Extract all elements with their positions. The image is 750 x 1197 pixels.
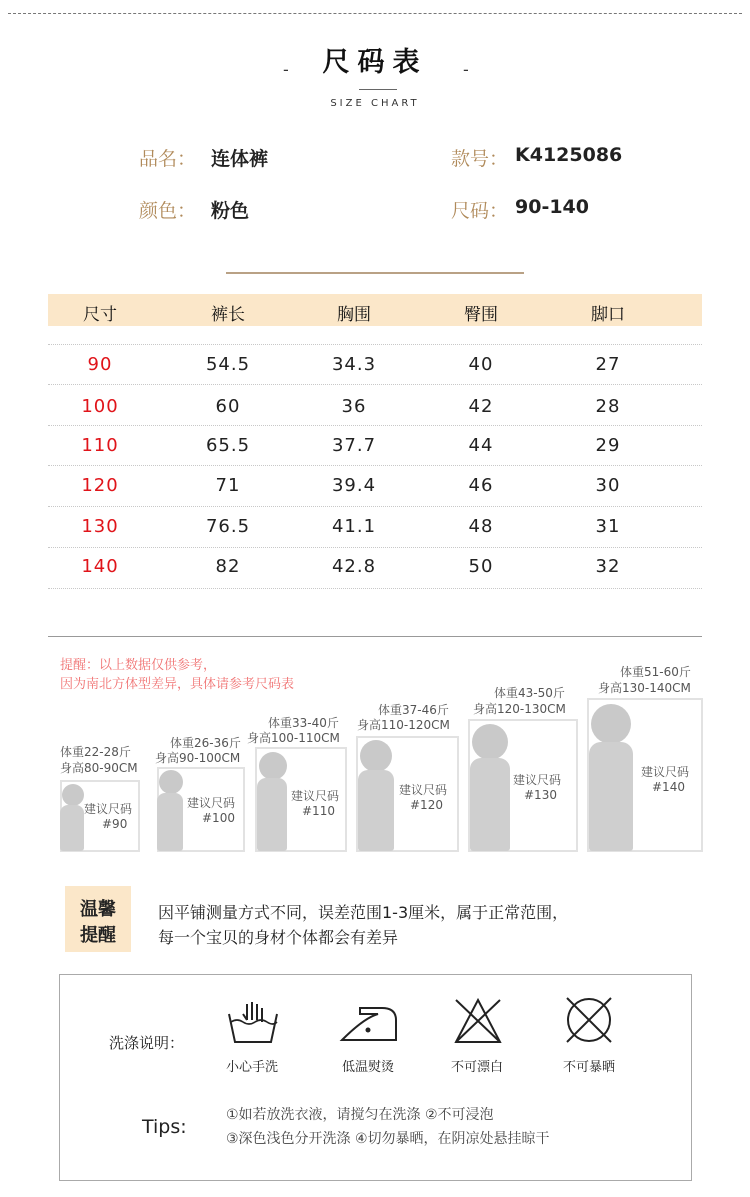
figure-size: #130 bbox=[524, 788, 557, 802]
no-bleach-caption: 不可漂白 bbox=[450, 1060, 503, 1075]
title-right-dash: - bbox=[463, 60, 469, 79]
top-dashed-divider bbox=[8, 13, 742, 14]
low-iron-icon bbox=[338, 1000, 400, 1046]
child-silhouette-body bbox=[470, 758, 510, 851]
cell-size: 130 bbox=[81, 516, 119, 537]
cell-chest: 39.4 bbox=[331, 475, 377, 496]
figure-rec: 建议尺码 bbox=[399, 783, 448, 797]
cell-chest: 42.8 bbox=[331, 556, 377, 577]
child-silhouette-icon bbox=[591, 704, 631, 744]
figure-height: 身高130-140CM bbox=[598, 681, 691, 695]
figure-height: 身高100-110CM bbox=[247, 731, 340, 745]
figure-height: 身高90-100CM bbox=[155, 751, 241, 765]
cell-hip: 42 bbox=[468, 396, 494, 417]
cell-chest: 41.1 bbox=[331, 516, 377, 537]
reminder-line-2: 因为南北方体型差异，具体请参考尺码表 bbox=[60, 677, 295, 692]
reminder-line-1: 提醒：以上数据仅供参考， bbox=[60, 658, 217, 673]
figure-rec: 建议尺码 bbox=[84, 802, 133, 816]
row-divider bbox=[48, 425, 702, 426]
figure-rec: 建议尺码 bbox=[641, 765, 690, 779]
cell-hip: 50 bbox=[468, 556, 494, 577]
hand-wash-icon bbox=[225, 1000, 281, 1046]
child-silhouette-body bbox=[60, 805, 84, 851]
cell-size: 100 bbox=[81, 396, 119, 417]
child-silhouette-icon bbox=[360, 740, 392, 772]
cell-size: 90 bbox=[87, 354, 113, 375]
cell-size: 120 bbox=[81, 475, 119, 496]
code-label: 款号： bbox=[451, 148, 509, 170]
figure-size: #110 bbox=[302, 804, 335, 818]
cell-chest: 37.7 bbox=[331, 435, 377, 456]
no-tumble-dry-caption: 不可暴晒 bbox=[562, 1060, 615, 1075]
child-silhouette-body bbox=[589, 742, 633, 851]
child-silhouette-body bbox=[358, 770, 394, 851]
header-chest: 胸围 bbox=[337, 305, 371, 325]
cell-leg-opening: 29 bbox=[595, 435, 621, 456]
header-hip: 臀围 bbox=[464, 305, 498, 325]
tips-line-2: ③深色浅色分开洗涤 ④切勿暴晒，在阴凉处悬挂晾干 bbox=[226, 1131, 550, 1147]
cell-length: 65.5 bbox=[205, 435, 251, 456]
header-leg-opening: 脚口 bbox=[591, 305, 625, 325]
color-label: 颜色： bbox=[139, 200, 197, 222]
child-silhouette-icon bbox=[472, 724, 508, 760]
figure-weight: 体重37-46斤 bbox=[378, 703, 449, 717]
cell-length: 82 bbox=[215, 556, 241, 577]
tips-line-1: ①如若放洗衣液，请搅匀在洗涤 ②不可浸泡 bbox=[226, 1107, 494, 1123]
figure-weight: 体重26-36斤 bbox=[170, 736, 241, 750]
cell-leg-opening: 32 bbox=[595, 556, 621, 577]
figure-rec: 建议尺码 bbox=[513, 773, 562, 787]
gold-divider bbox=[226, 272, 524, 274]
cell-chest: 34.3 bbox=[331, 354, 377, 375]
warm-tip-badge bbox=[65, 886, 131, 952]
size-range-value: 90-140 bbox=[515, 196, 589, 218]
cell-hip: 40 bbox=[468, 354, 494, 375]
cell-hip: 46 bbox=[468, 475, 494, 496]
name-label: 品名： bbox=[139, 148, 197, 170]
low-iron-caption: 低温熨烫 bbox=[341, 1060, 394, 1075]
child-silhouette-body bbox=[257, 778, 287, 851]
badge-line-2: 提醒 bbox=[80, 925, 116, 946]
row-divider bbox=[48, 465, 702, 466]
cell-length: 60 bbox=[215, 396, 241, 417]
cell-leg-opening: 31 bbox=[595, 516, 621, 537]
child-silhouette-icon bbox=[259, 752, 287, 780]
figure-height: 身高120-130CM bbox=[473, 702, 566, 716]
cell-size: 140 bbox=[81, 556, 119, 577]
care-label: 洗涤说明： bbox=[109, 1034, 185, 1052]
row-divider bbox=[48, 506, 702, 507]
title-left-dash: - bbox=[283, 60, 289, 79]
header-length: 裤长 bbox=[211, 305, 245, 325]
warm-tip-text-2: 每一个宝贝的身材个体都会有差异 bbox=[158, 928, 399, 947]
title-wrap bbox=[0, 40, 750, 79]
figure-size: #90 bbox=[102, 817, 128, 831]
section-divider bbox=[48, 636, 702, 637]
row-divider bbox=[48, 344, 702, 345]
figure-height: 身高110-120CM bbox=[357, 718, 450, 732]
tips-label: Tips: bbox=[142, 1116, 187, 1138]
cell-size: 110 bbox=[81, 435, 119, 456]
page-subtitle: SIZE CHART bbox=[330, 98, 420, 109]
name-value: 连体裤 bbox=[211, 148, 269, 170]
child-silhouette-icon bbox=[159, 770, 183, 794]
figure-rec: 建议尺码 bbox=[291, 789, 340, 803]
code-value: K4125086 bbox=[515, 144, 623, 166]
figure-rec: 建议尺码 bbox=[187, 796, 236, 810]
figure-weight: 体重51-60斤 bbox=[620, 665, 691, 679]
size-table-header bbox=[48, 294, 702, 326]
warm-tip-text-1: 因平铺测量方式不同，误差范围1-3厘米，属于正常范围， bbox=[158, 903, 569, 922]
figure-weight: 体重43-50斤 bbox=[494, 686, 565, 700]
color-value: 粉色 bbox=[211, 200, 250, 222]
child-silhouette-body bbox=[157, 793, 183, 851]
row-divider bbox=[48, 384, 702, 385]
cell-leg-opening: 30 bbox=[595, 475, 621, 496]
figure-weight: 体重33-40斤 bbox=[268, 716, 339, 730]
row-divider bbox=[48, 547, 702, 548]
no-bleach-icon bbox=[452, 996, 504, 1046]
figure-size: #120 bbox=[410, 798, 443, 812]
cell-chest: 36 bbox=[341, 396, 367, 417]
figure-size: #100 bbox=[202, 811, 235, 825]
cell-leg-opening: 28 bbox=[595, 396, 621, 417]
figure-weight: 体重22-28斤 bbox=[60, 745, 131, 759]
header-size: 尺寸 bbox=[83, 305, 117, 325]
cell-hip: 44 bbox=[468, 435, 494, 456]
cell-length: 76.5 bbox=[205, 516, 251, 537]
figure-height: 身高80-90CM bbox=[60, 761, 138, 775]
title-underline bbox=[359, 89, 397, 90]
badge-line-1: 温馨 bbox=[80, 899, 116, 920]
no-tumble-dry-icon bbox=[563, 994, 615, 1046]
cell-length: 71 bbox=[215, 475, 241, 496]
child-silhouette-icon bbox=[62, 784, 84, 806]
cell-leg-opening: 27 bbox=[595, 354, 621, 375]
cell-hip: 48 bbox=[468, 516, 494, 537]
row-divider bbox=[48, 588, 702, 589]
page-title: 尺码表 bbox=[322, 47, 428, 78]
size-range-label: 尺码： bbox=[451, 200, 509, 222]
cell-length: 54.5 bbox=[205, 354, 251, 375]
figure-size: #140 bbox=[652, 780, 685, 794]
hand-wash-caption: 小心手洗 bbox=[225, 1060, 278, 1075]
